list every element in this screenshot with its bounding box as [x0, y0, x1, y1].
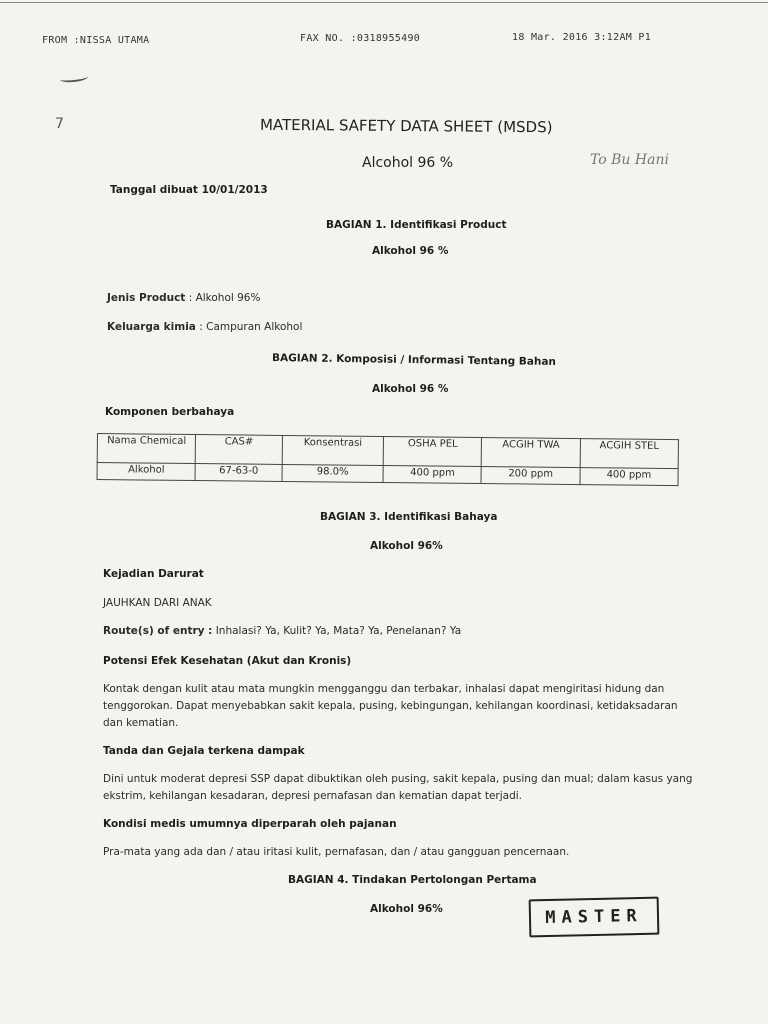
keluarga-kimia-row: [107, 321, 302, 333]
tanda-text: Dini untuk moderat depresi SSP dapat dibuktikan oleh pusing, sakit kepala, pusing dan mual; dalam kasus yang ekstrim, kehilangan kesadaran, depresi pernafasan dan kematian dapat terjadi.: [103, 773, 693, 802]
master-stamp: MASTER: [529, 897, 660, 938]
kejadian-value: JAUHKAN DARI ANAK: [103, 597, 212, 609]
table-cell: 400 ppm: [383, 466, 481, 484]
section3-sub: Alkohol 96%: [370, 540, 443, 552]
handwritten-note: To Bu Hani: [590, 152, 669, 168]
kondisi-text: Pra-mata yang ada dan / atau iritasi kulit, pernafasan, dan / atau gangguan pencernaan.: [103, 846, 570, 858]
section1-heading: BAGIAN 1. Identifikasi Product: [326, 219, 507, 231]
fax-number: FAX NO. :0318955490: [300, 33, 421, 44]
section2-sub: Alkohol 96 %: [372, 383, 449, 395]
document-subtitle: Alcohol 96 %: [362, 155, 454, 171]
margin-mark: 7: [55, 116, 64, 132]
route-label: Route(s) of entry :: [103, 625, 213, 637]
document-title: MATERIAL SAFETY DATA SHEET (MSDS): [259, 115, 553, 137]
potensi-label: Potensi Efek Kesehatan (Akut dan Kronis): [103, 655, 352, 667]
table-header-cell: OSHA PEL: [383, 437, 481, 467]
fax-from: FROM :NISSA UTAMA: [42, 35, 150, 46]
table-cell: 200 ppm: [481, 467, 579, 485]
date-created: Tanggal dibuat 10/01/2013: [110, 184, 268, 196]
route-value: Inhalasi? Ya, Kulit? Ya, Mata? Ya, Penelanan? Ya: [215, 625, 462, 637]
fax-top-rule: [0, 2, 768, 3]
table-cell: 400 ppm: [580, 468, 678, 486]
table-cell: 67-63-0: [195, 464, 282, 482]
kondisi-label: Kondisi medis umumnya diperparah oleh pajanan: [103, 818, 397, 830]
komponen-label: Komponen berbahaya: [105, 406, 235, 418]
section3-heading: BAGIAN 3. Identifikasi Bahaya: [320, 511, 498, 523]
jenis-value: : Alkohol 96%: [188, 292, 261, 304]
keluarga-value: : Campuran Alkohol: [199, 321, 303, 333]
tanda-label: Tanda dan Gejala terkena dampak: [103, 745, 305, 757]
section2-heading: BAGIAN 2. Komposisi / Informasi Tentang Bahan: [271, 352, 557, 368]
jenis-label: Jenis Product: [107, 292, 186, 304]
hazard-components-table: [97, 433, 679, 486]
jenis-product-row: [107, 292, 260, 304]
section4-sub: Alkohol 96%: [370, 903, 443, 915]
table-cell: 98.0%: [282, 464, 384, 482]
route-row: [103, 625, 461, 637]
table-header-cell: ACGIH TWA: [482, 438, 581, 468]
section1-sub: Alkohol 96 %: [372, 245, 449, 257]
pen-scribble: [60, 73, 89, 84]
potensi-text: Kontak dengan kulit atau mata mungkin mengganggu dan terbakar, inhalasi dapat mengiritasi hidung dan tenggorokan. Dapat menyebabkan sakit kepala, pusing, kebingungan, kehilangan koordinasi, ketidaksadaran dan kematian.: [103, 683, 678, 729]
fax-date-page: 18 Mar. 2016 3:12AM P1: [512, 32, 652, 43]
kejadian-label: Kejadian Darurat: [103, 568, 204, 580]
table-header-cell: CAS#: [196, 435, 283, 465]
table-header-cell: Konsentrasi: [282, 435, 384, 465]
keluarga-label: Keluarga kimia: [107, 321, 196, 333]
table-cell: Alkohol: [97, 463, 196, 481]
section4-heading: BAGIAN 4. Tindakan Pertolongan Pertama: [288, 874, 537, 886]
table-header-cell: ACGIH STEL: [580, 439, 679, 469]
table-header-cell: Nama Chemical: [97, 434, 196, 464]
